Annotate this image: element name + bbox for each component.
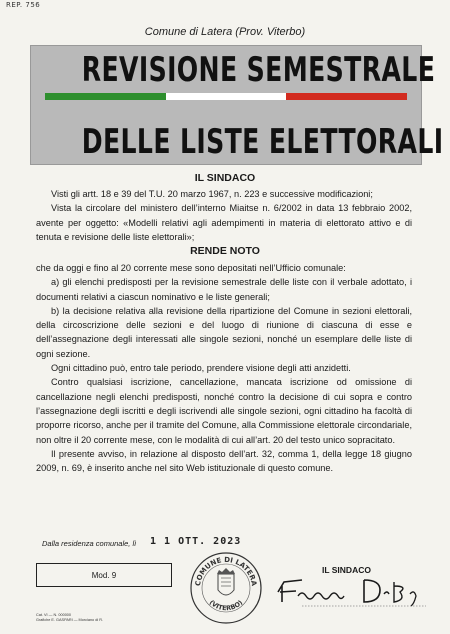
banner-title-line2: DELLE LISTE ELETTORALI <box>81 122 444 162</box>
main-section <box>36 261 412 475</box>
seal-emblem <box>217 568 235 595</box>
seal-bottom-text: (VITERBO) <box>207 598 245 613</box>
seal-top-text: COMUNE DI LATERA <box>194 555 258 587</box>
small-print-line-1: Cat. VI — N. 000000 <box>36 613 72 617</box>
municipal-seal-icon <box>188 550 264 626</box>
visti-paragraph-1: Visti gli artt. 18 e 39 del T.U. 20 marzo 1967, n. 223 e successive modificazioni; <box>51 189 373 199</box>
banner-title-line1: REVISIONE SEMESTRALE <box>81 50 436 90</box>
title-banner <box>30 45 444 165</box>
date-stamp: 1 1 OTT. 2023 <box>150 536 242 547</box>
main-paragraph-3: b) la decisione relativa alla revisione della ripartizione del Comune in sezioni elettorali, della circoscrizione delle sezioni e del luogo di riunione di ciascuna di esse e dell’assegnazione degli interessati alle singole sezioni, nonché un esemplare delle liste di ogni sezione. <box>36 305 412 359</box>
place-date-line: Dalla residenza comunale, lì <box>42 539 137 548</box>
signature-label: IL SINDACO <box>322 565 371 575</box>
visti-paragraph-2: Vista la circolare del ministero dell’interno Miaitse n. 6/2002 in data 13 febbraio 2002, avente per oggetto: «Modelli relativi agli adempimenti in materia di elettorato attivo e di tenuta e revisione delle liste elettorali»; <box>36 203 412 242</box>
italian-flag-stripe <box>45 93 407 100</box>
mod-box <box>36 563 172 587</box>
handwritten-signature <box>272 572 432 612</box>
main-paragraph-6: Il presente avviso, in relazione al disposto dell’art. 32, comma 1, della legge 18 giugno 2009, n. 69, è inserito anche nel sito Web istituzionale di questo comune. <box>36 448 412 474</box>
visti-section <box>36 187 412 244</box>
main-paragraph-5: Contro qualsiasi iscrizione, cancellazione, mancata iscrizione od omissione di cancellazione negli elenchi predisposti, nonché contro la decisione di cui sopra e contro l’assegnazione degli iscritti e degli iscrivendi alle singole sezioni, ogni cittadino ha facoltà di proporre ricorso, anche per il tramite del Comune, alla Commissione elettorale circondariale, non oltre il 20 corrente mese, con le modalità di cui all’art. 20 del testo unico sopracitato. <box>36 377 412 445</box>
rende-noto-heading: RENDE NOTO <box>190 245 260 257</box>
main-paragraph-2: a) gli elenchi predisposti per la revisione semestrale delle liste con il verbale adottato, i documenti relativi a ciascun nominativo e le liste generali; <box>36 277 412 302</box>
flag-white <box>166 93 287 100</box>
small-print-line-2: Grafiche E. GASPARI — Morciano di R. <box>36 618 104 622</box>
flag-red <box>286 93 407 100</box>
printer-small-print <box>36 613 103 623</box>
main-paragraph-4: Ogni cittadino può, entro tale periodo, prendere visione degli atti anzidetti. <box>51 363 351 374</box>
main-paragraph-1: che da oggi e fino al 20 corrente mese sono depositati nell’Ufficio comunale: <box>36 263 346 273</box>
svg-text:(VITERBO) <box>208 599 245 613</box>
handwritten-reference: REP. 756 <box>6 1 41 9</box>
flag-green <box>45 93 166 100</box>
sindaco-heading: IL SINDACO <box>194 172 256 184</box>
municipality-header: Comune di Latera (Prov. Viterbo) <box>144 26 306 38</box>
mod-label: Mod. 9 <box>91 570 117 580</box>
